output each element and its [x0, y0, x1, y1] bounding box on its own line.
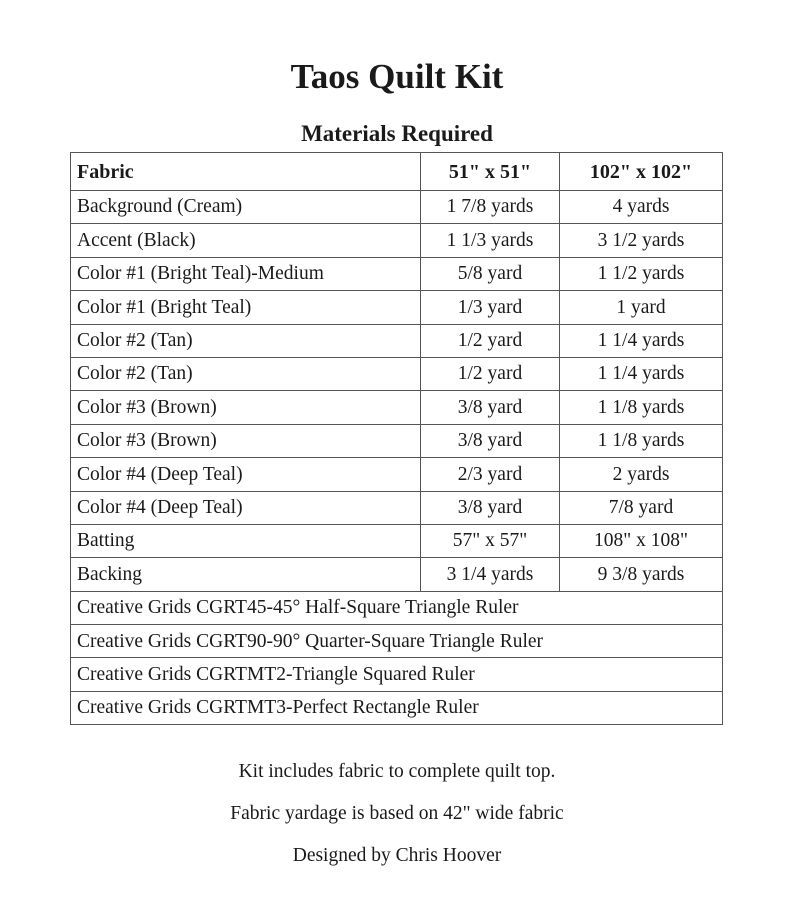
fabric-name: Backing	[71, 558, 421, 591]
ruler-name: Creative Grids CGRTMT2-Triangle Squared Ruler	[71, 658, 723, 691]
table-row	[71, 491, 723, 524]
materials-table	[70, 152, 723, 725]
column-header-fabric: Fabric	[71, 153, 421, 191]
table-row	[71, 558, 723, 591]
quantity-102: 1 yard	[560, 291, 723, 324]
table-header-row	[71, 153, 723, 191]
fabric-name: Background (Cream)	[71, 191, 421, 224]
quantity-102: 108" x 108"	[560, 524, 723, 557]
quantity-102: 1 1/4 yards	[560, 324, 723, 357]
quantity-51: 1/2 yard	[421, 357, 560, 390]
quantity-51: 57" x 57"	[421, 524, 560, 557]
quantity-102: 1 1/2 yards	[560, 257, 723, 290]
fabric-name: Color #2 (Tan)	[71, 324, 421, 357]
table-row	[71, 224, 723, 257]
table-row	[71, 524, 723, 557]
quantity-102: 2 yards	[560, 458, 723, 491]
fabric-name: Color #4 (Deep Teal)	[71, 458, 421, 491]
ruler-row	[71, 658, 723, 691]
designer-credit: Designed by Chris Hoover	[292, 845, 502, 866]
fabric-name: Accent (Black)	[71, 224, 421, 257]
fabric-name: Batting	[71, 524, 421, 557]
column-header-102x102: 102" x 102"	[560, 153, 723, 191]
quantity-102: 1 1/4 yards	[560, 357, 723, 390]
kit-includes-note: Kit includes fabric to complete quilt top.	[238, 761, 556, 782]
quantity-51: 3/8 yard	[421, 391, 560, 424]
fabric-name: Color #2 (Tan)	[71, 357, 421, 390]
quantity-51: 5/8 yard	[421, 257, 560, 290]
table-row	[71, 424, 723, 457]
quantity-51: 1 7/8 yards	[421, 191, 560, 224]
quantity-51: 2/3 yard	[421, 458, 560, 491]
quantity-102: 1 1/8 yards	[560, 424, 723, 457]
table-row	[71, 257, 723, 290]
fabric-name: Color #1 (Bright Teal)	[71, 291, 421, 324]
quantity-51: 3/8 yard	[421, 424, 560, 457]
quantity-102: 3 1/2 yards	[560, 224, 723, 257]
quantity-51: 1/3 yard	[421, 291, 560, 324]
page-title: Taos Quilt Kit	[290, 57, 504, 96]
fabric-name: Color #1 (Bright Teal)-Medium	[71, 257, 421, 290]
ruler-row	[71, 625, 723, 658]
table-row	[71, 291, 723, 324]
ruler-name: Creative Grids CGRT45-45° Half-Square Triangle Ruler	[71, 591, 723, 624]
quantity-51: 1 1/3 yards	[421, 224, 560, 257]
table-row	[71, 324, 723, 357]
fabric-name: Color #3 (Brown)	[71, 391, 421, 424]
fabric-name: Color #3 (Brown)	[71, 424, 421, 457]
ruler-name: Creative Grids CGRTMT3-Perfect Rectangle Ruler	[71, 691, 723, 724]
table-row	[71, 458, 723, 491]
table-row	[71, 357, 723, 390]
fabric-name: Color #4 (Deep Teal)	[71, 491, 421, 524]
ruler-name: Creative Grids CGRT90-90° Quarter-Square Triangle Ruler	[71, 625, 723, 658]
yardage-note: Fabric yardage is based on 42" wide fabric	[230, 803, 564, 824]
kit-notes	[0, 755, 794, 881]
quantity-51: 1/2 yard	[421, 324, 560, 357]
quantity-102: 1 1/8 yards	[560, 391, 723, 424]
table-row	[71, 391, 723, 424]
quantity-102: 4 yards	[560, 191, 723, 224]
table-row	[71, 191, 723, 224]
ruler-row	[71, 591, 723, 624]
quantity-102: 9 3/8 yards	[560, 558, 723, 591]
quantity-51: 3 1/4 yards	[421, 558, 560, 591]
ruler-row	[71, 691, 723, 724]
section-title: Materials Required	[301, 121, 493, 146]
quantity-102: 7/8 yard	[560, 491, 723, 524]
quantity-51: 3/8 yard	[421, 491, 560, 524]
column-header-51x51: 51" x 51"	[421, 153, 560, 191]
